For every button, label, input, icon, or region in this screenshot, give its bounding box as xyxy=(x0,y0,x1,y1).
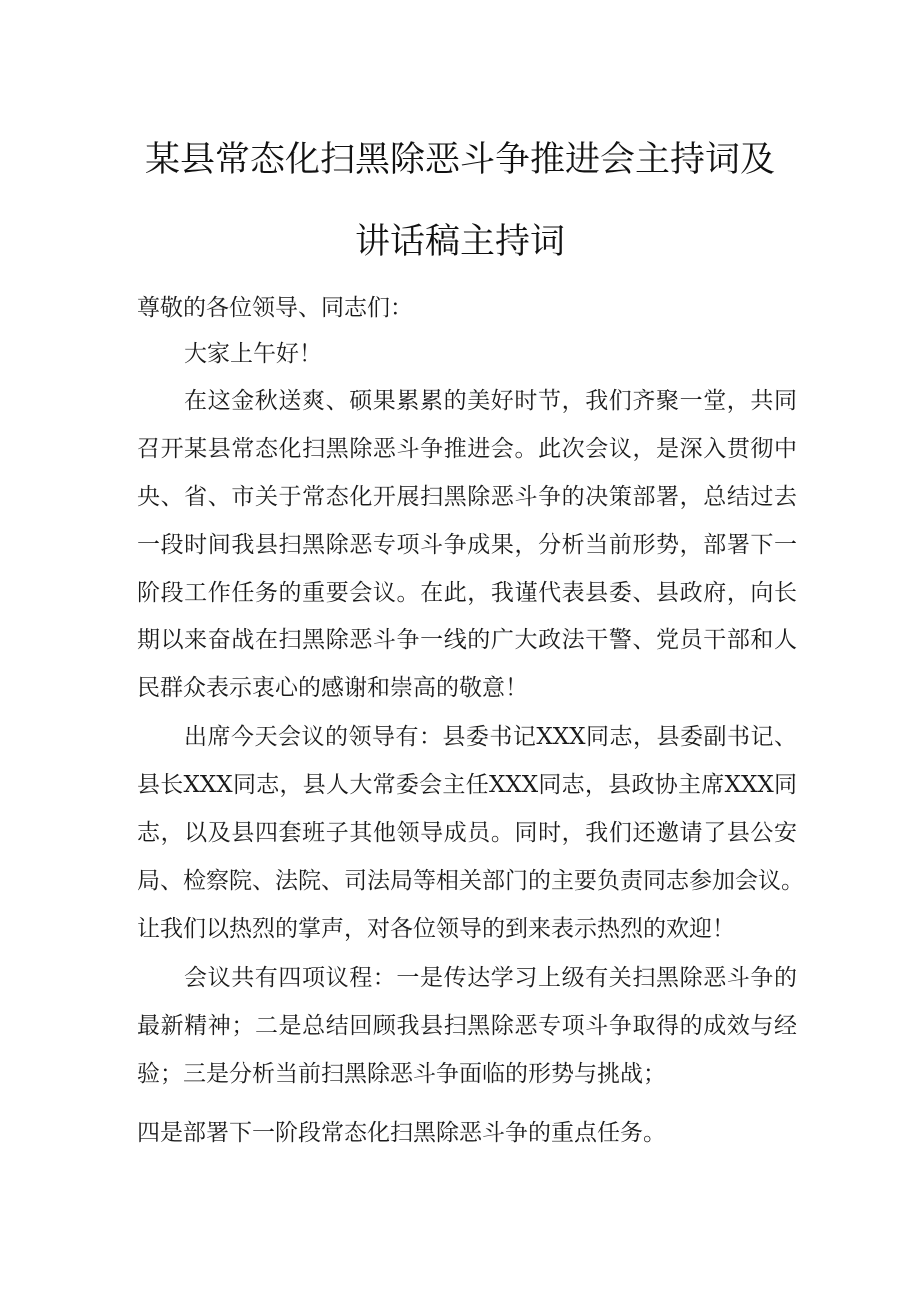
paragraph-1-line-3: 央、省、市关于常态化开展扫黑除恶斗争的决策部署，总结过去 xyxy=(137,484,797,510)
paragraph-3-line-1: 会议共有四项议程：一是传达学习上级有关扫黑除恶斗争的 xyxy=(184,965,797,991)
paragraph-2-line-5: 让我们以热烈的掌声，对各位领导的到来表示热烈的欢迎！ xyxy=(137,916,735,942)
paragraph-1-line-5: 阶段工作任务的重要会议。在此，我谨代表县委、县政府，向长 xyxy=(137,580,797,606)
paragraph-3-line-2: 最新精神；二是总结回顾我县扫黑除恶专项斗争取得的成效与经 xyxy=(137,1013,797,1039)
paragraph-1-line-2: 召开某县常态化扫黑除恶斗争推进会。此次会议，是深入贯彻中 xyxy=(137,436,797,462)
paragraph-1-line-1: 在这金秋送爽、硕果累累的美好时节，我们齐聚一堂，共同 xyxy=(184,388,797,414)
paragraph-2-line-1: 出席今天会议的领导有：县委书记XXX同志，县委副书记、 xyxy=(184,724,797,750)
paragraph-1-line-4: 一段时间我县扫黑除恶专项斗争成果，分析当前形势，部署下一 xyxy=(137,532,797,558)
paragraph-2-line-3: 志，以及县四套班子其他领导成员。同时，我们还邀请了县公安 xyxy=(137,820,797,846)
document-title-line-2: 讲话稿主持词 xyxy=(354,222,565,262)
paragraph-1-line-7: 民群众表示衷心的感谢和崇高的敬意！ xyxy=(137,675,528,701)
paragraph-4-line-1: 四是部署下一阶段常态化扫黑除恶斗争的重点任务。 xyxy=(137,1120,666,1146)
paragraph-2-line-4: 局、检察院、法院、司法局等相关部门的主要负责同志参加会议。 xyxy=(137,868,804,894)
salutation: 尊敬的各位领导、同志们： xyxy=(137,295,413,321)
document-title-line-1: 某县常态化扫黑除恶斗争推进会主持词及 xyxy=(144,140,775,180)
paragraph-2-line-2: 县长XXX同志，县人大常委会主任XXX同志，县政协主席XXX同 xyxy=(137,772,797,798)
paragraph-3-line-3: 验；三是分析当前扫黑除恶斗争面临的形势与挑战； xyxy=(137,1061,666,1087)
greeting: 大家上午好！ xyxy=(184,341,322,367)
paragraph-1-line-6: 期以来奋战在扫黑除恶斗争一线的广大政法干警、党员干部和人 xyxy=(137,627,797,653)
